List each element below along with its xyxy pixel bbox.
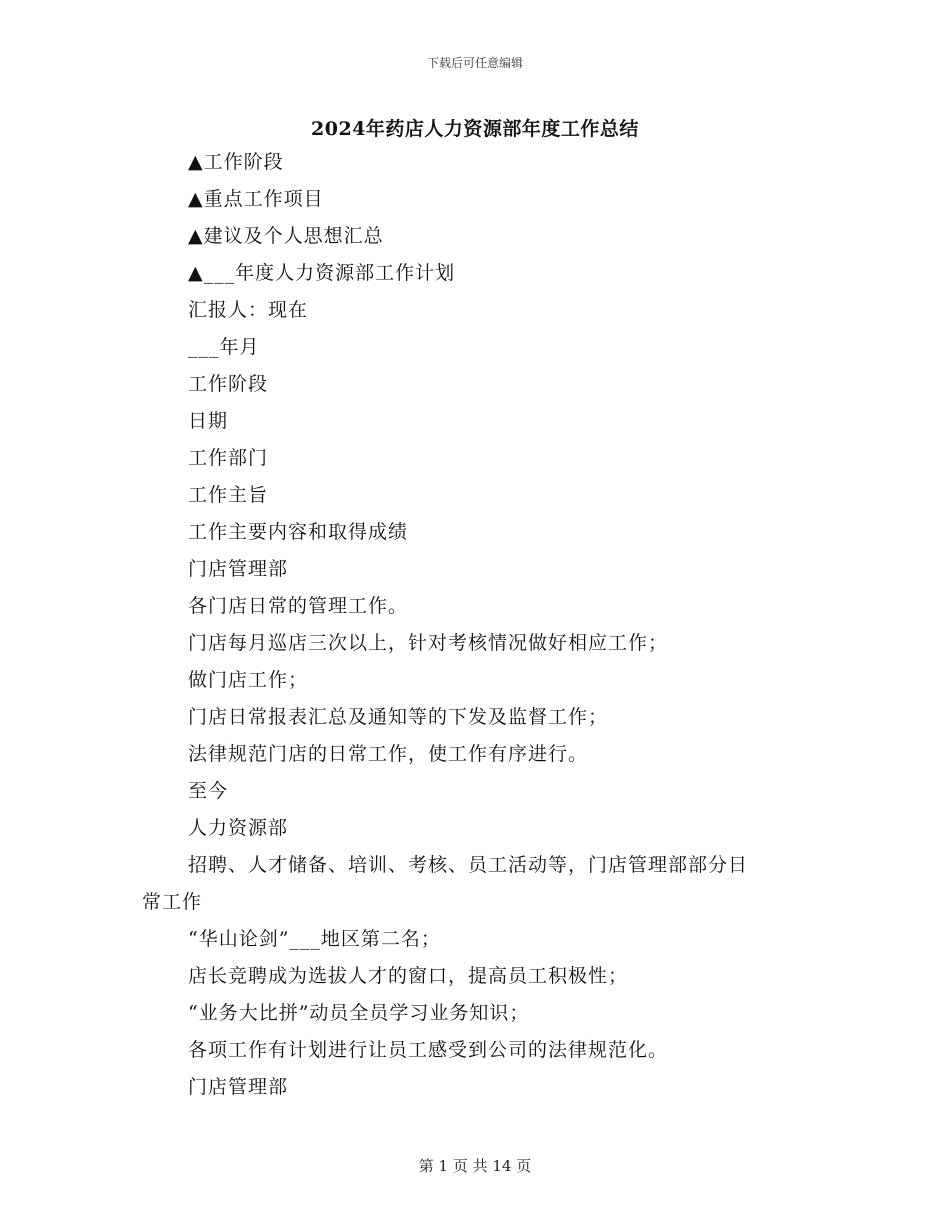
body-line: 工作主要内容和取得成绩 (188, 521, 409, 543)
body-line: 工作阶段 (188, 373, 269, 395)
body-line: 门店管理部 (188, 558, 289, 580)
body-line: 招聘、人才储备、培训、考核、员工活动等，门店管理部部分日 (188, 854, 749, 876)
body-line: 门店管理部 (188, 1076, 289, 1098)
body-line: 工作部门 (188, 447, 269, 469)
body-line: “业务大比拼”动员全员学习业务知识； (188, 1002, 530, 1024)
body-line: 汇报人：现在 (188, 299, 309, 321)
page-footer: 第 1 页 共 14 页 (418, 1157, 532, 1175)
document-body (142, 144, 802, 1106)
body-line: “华山论剑”___地区第二名； (188, 928, 441, 950)
body-line: 人力资源部 (188, 817, 289, 839)
body-line: 门店每月巡店三次以上，针对考核情况做好相应工作； (188, 632, 669, 654)
body-line: 各门店日常的管理工作。 (188, 595, 409, 617)
document-title: 2024年药店人力资源部年度工作总结 (311, 118, 639, 140)
body-line: ▲建议及个人思想汇总 (188, 225, 384, 247)
body-line: 至今 (188, 780, 229, 802)
body-line: 店长竞聘成为选拔人才的窗口，提高员工积极性； (188, 965, 629, 987)
body-line: 做门店工作； (188, 669, 309, 691)
body-line: ▲工作阶段 (188, 151, 284, 173)
body-line: 工作主旨 (188, 484, 269, 506)
header-note: 下载后可任意编辑 (426, 56, 523, 70)
body-line: ▲重点工作项目 (188, 188, 324, 210)
body-line: 各项工作有计划进行让员工感受到公司的法律规范化。 (188, 1039, 669, 1061)
body-line-continued: 常工作 (142, 891, 203, 913)
body-line: 法律规范门店的日常工作，使工作有序进行。 (188, 743, 589, 765)
body-line: ▲___年度人力资源部工作计划 (188, 262, 456, 284)
body-line: ___年月 (188, 336, 260, 358)
body-line: 日期 (188, 410, 229, 432)
body-line: 门店日常报表汇总及通知等的下发及监督工作； (188, 706, 609, 728)
